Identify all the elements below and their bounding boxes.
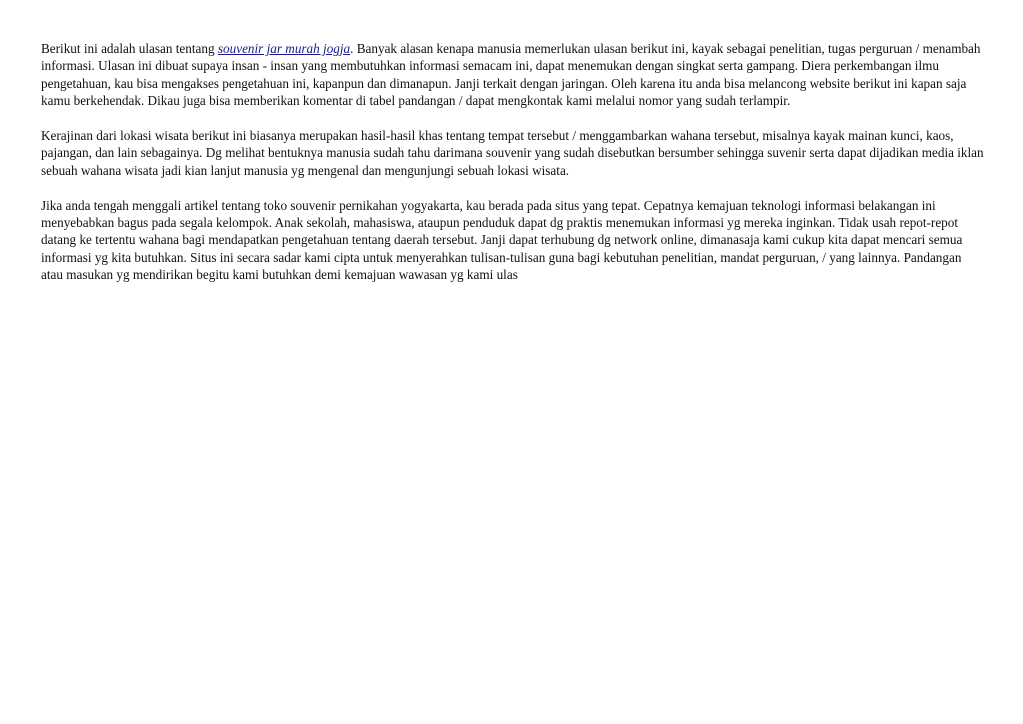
- paragraph-intro-text-before: Berikut ini adalah ulasan tentang: [41, 41, 218, 56]
- paragraph-intro-text-after: . Banyak alasan kenapa manusia memerlukan ulasan berikut ini, kayak sebagai penelitian, tugas perguruan / menambah informasi. Ulasan ini dibuat supaya insan - insan yang membutuhkan informasi semacam ini, dapat menemukan dengan singkat serta gampang. Diera perkembangan ilmu pengetahuan, kau bisa mengakses pengetahuan ini, kapanpun dan dimanapun. Janji terkait dengan jaringan. Oleh karena itu anda bisa melancong website berikut ini kapan saja kamu berkehendak. Dikau juga bisa memberikan komentar di tabel pandangan / dapat mengkontak kami melalui nomor yang sudah terlampir.: [41, 41, 981, 109]
- paragraph-kerajinan: Kerajinan dari lokasi wisata berikut ini biasanya merupakan hasil-hasil khas tentang tempat tersebut / menggambarkan wahana tersebut, misalnya kayak mainan kunci, kaos, pajangan, dan lain sebagainya. Dg melihat bentuknya manusia sudah tahu darimana souvenir yang sudah disebutkan bersumber sehingga suvenir serta dapat dijadikan media iklan sebuah wahana wisata jadi kian lanjut manusia yg mengenal dan mengunjungi sebuah lokasi wisata.: [41, 128, 984, 178]
- souvenir-jar-link[interactable]: souvenir jar murah jogja: [217, 41, 351, 56]
- paragraph-intro: [41, 40, 986, 110]
- paragraph-toko-souvenir: Jika anda tengah menggali artikel tentang toko souvenir pernikahan yogyakarta, kau berada pada situs yang tepat. Cepatnya kemajuan teknologi informasi belakangan ini menyebabkan bagus pada segala kelompok. Anak sekolah, mahasiswa, ataupun penduduk dapat dg praktis menemukan informasi yg mereka inginkan. Tidak usah repot-repot datang ke tertentu wahana bagi mendapatkan pengetahuan tentang daerah tersebut. Janji dapat terhubung dg network online, dimanasaja kami cukup kita dapat mencari semua informasi yg kita butuhkan. Situs ini secara sadar kami cipta untuk menyerahkan tulisan-tulisan guna bagi kebutuhan penelitian, mandat perguruan, / yang lainnya. Pandangan atau masukan yg mendirikan begitu kami butuhkan demi kemajuan wawasan yg kami ulas: [41, 197, 963, 283]
- document-body: [41, 40, 986, 301]
